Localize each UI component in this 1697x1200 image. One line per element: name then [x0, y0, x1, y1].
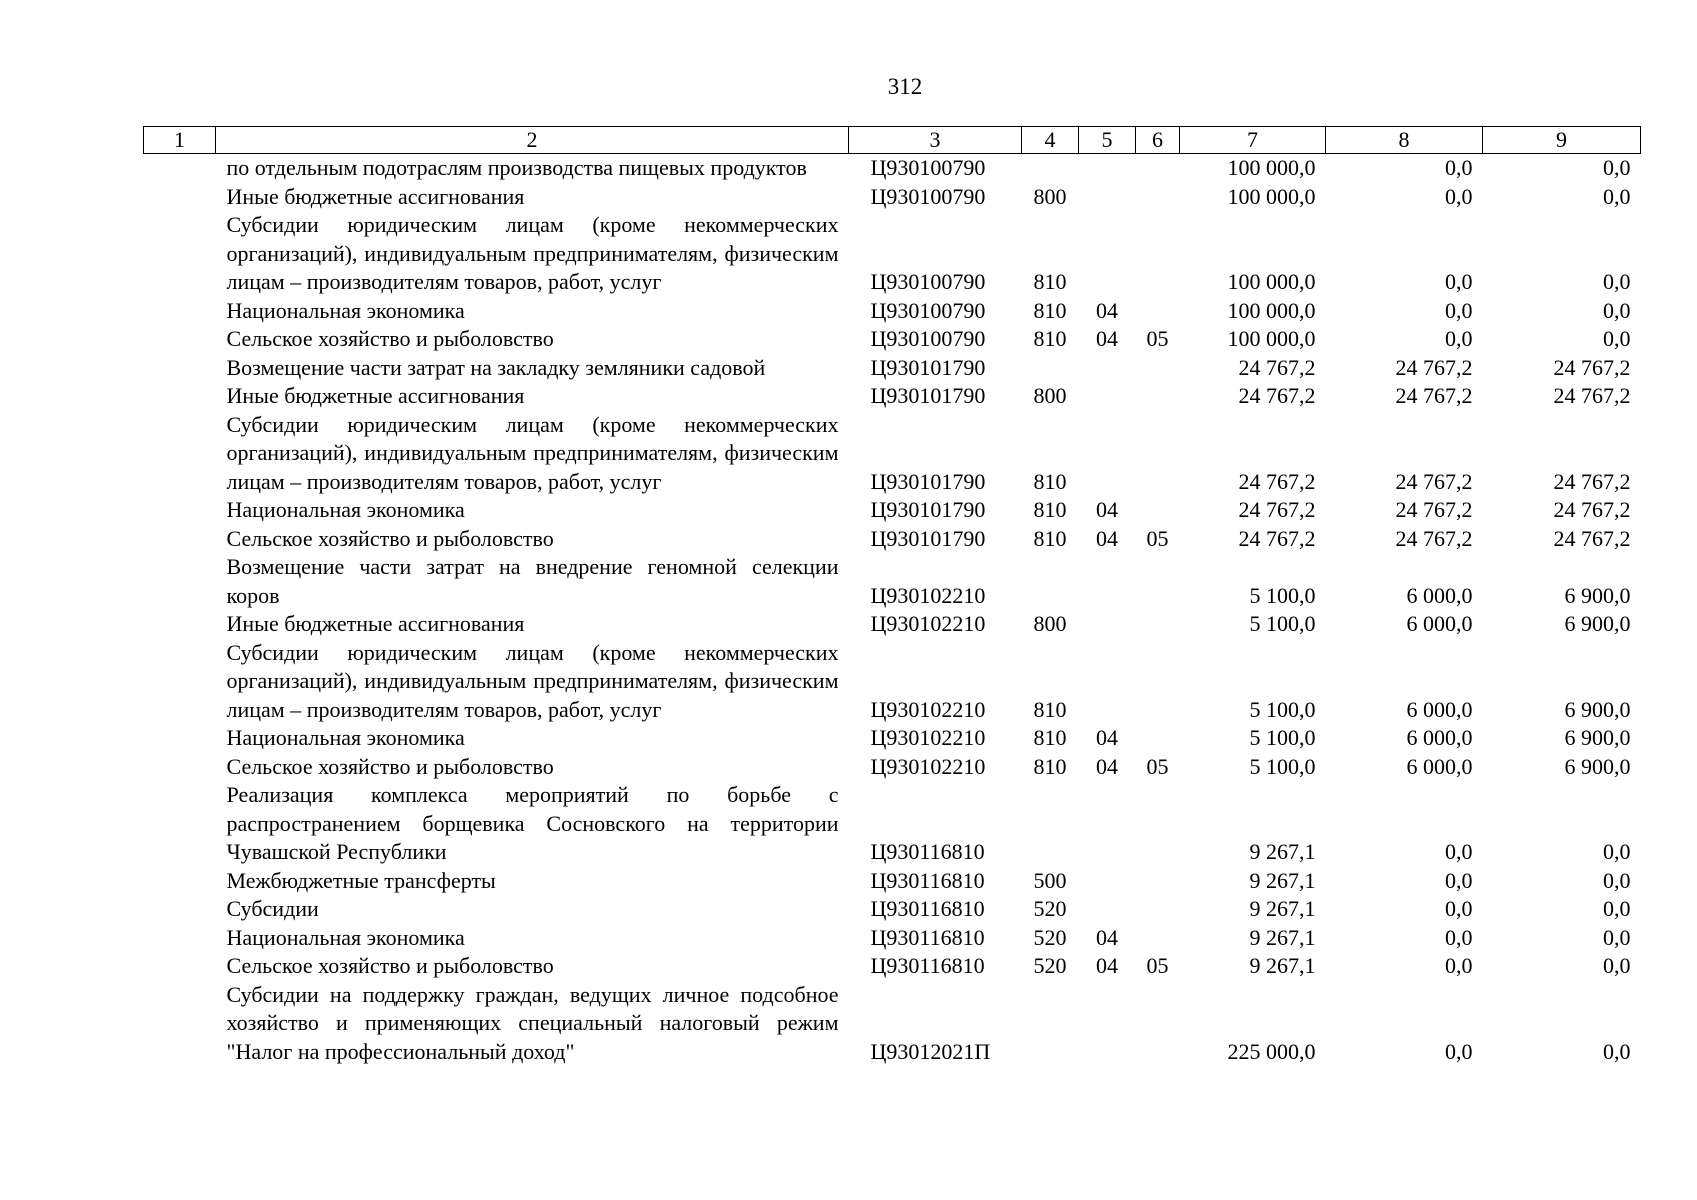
subsection-code: 05 [1146, 753, 1169, 779]
amount-col7: 5 100,0 [1249, 582, 1316, 608]
item-name: Субсидии юридическим лицам (кроме некоммерческих организаций), индивидуальным предпринимателям, физическим лицам – производителям товаров, работ, услуг [226, 639, 839, 722]
amount-col7: 9 267,1 [1249, 896, 1316, 921]
section-code [1079, 354, 1136, 383]
cell-col1 [144, 924, 216, 953]
item-name: Национальная экономика [226, 497, 465, 522]
item-name: Сельское хозяйство и рыболовство [226, 525, 554, 551]
item-name: Субсидии юридическим лицам (кроме некоммерческих организаций), индивидуальным предпринимателям, физическим лицам – производителям товаров, работ, услуг [226, 212, 839, 294]
subsection-code [1136, 610, 1180, 639]
amount-col8: 0,0 [1445, 867, 1473, 893]
amount-col9: 0,0 [1603, 953, 1631, 978]
amount-col8: 6 000,0 [1406, 611, 1473, 636]
amount-col8: 24 767,2 [1395, 497, 1473, 522]
section-code: 04 [1096, 753, 1118, 779]
section-code [1079, 639, 1136, 725]
section-code [1079, 553, 1136, 610]
target-article-code: Ц930100790 [870, 297, 986, 323]
expense-type-code: 520 [1033, 953, 1067, 978]
cell-col1 [144, 211, 216, 297]
cell-col1 [144, 867, 216, 896]
amount-col9: 6 900,0 [1564, 696, 1631, 722]
table-body [144, 154, 1641, 1067]
expense-type-code: 810 [1033, 497, 1067, 522]
expense-type-code: 810 [1033, 468, 1067, 494]
amount-col7: 5 100,0 [1249, 725, 1316, 750]
target-article-code: Ц930101790 [870, 468, 986, 494]
amount-col9: 24 767,2 [1553, 468, 1631, 494]
section-code [1079, 382, 1136, 411]
expense-type-code [1022, 154, 1079, 183]
cell-col1 [144, 354, 216, 383]
cell-col1 [144, 154, 216, 183]
amount-col8: 0,0 [1445, 839, 1473, 864]
item-name: по отдельным подотраслям производства пищевых продуктов [226, 155, 807, 180]
item-name: Межбюджетные трансферты [226, 867, 496, 893]
subsection-code [1136, 639, 1180, 725]
column-number-header [144, 127, 1641, 154]
section-code [1079, 411, 1136, 497]
subsection-code [1136, 297, 1180, 326]
expense-type-code: 800 [1033, 383, 1067, 408]
column-header: 5 [1079, 127, 1136, 154]
amount-col9: 0,0 [1603, 326, 1631, 351]
column-header: 6 [1136, 127, 1180, 154]
amount-col8: 0,0 [1445, 269, 1473, 294]
amount-col7: 24 767,2 [1238, 525, 1316, 551]
column-header: 2 [216, 127, 849, 154]
item-name: Сельское хозяйство и рыболовство [226, 953, 554, 978]
target-article-code: Ц930101790 [870, 525, 986, 551]
expense-type-code: 810 [1033, 297, 1067, 323]
subsection-code [1136, 981, 1180, 1067]
cell-col1 [144, 411, 216, 497]
subsection-code [1136, 781, 1180, 867]
column-header: 1 [144, 127, 216, 154]
target-article-code: Ц930116810 [870, 924, 985, 950]
amount-col9: 0,0 [1603, 183, 1631, 209]
amount-col8: 0,0 [1445, 297, 1473, 323]
expense-type-code: 500 [1033, 867, 1067, 893]
subsection-code [1136, 382, 1180, 411]
amount-col9: 24 767,2 [1553, 383, 1631, 408]
subsection-code [1136, 867, 1180, 896]
expense-type-code: 810 [1033, 525, 1067, 551]
target-article-code: Ц930116810 [870, 839, 985, 864]
subsection-code [1136, 354, 1180, 383]
subsection-code [1136, 183, 1180, 212]
amount-col7: 9 267,1 [1249, 924, 1316, 950]
section-code: 04 [1096, 525, 1118, 551]
table-row [144, 553, 1641, 610]
amount-col7: 100 000,0 [1227, 183, 1316, 209]
item-name: Реализация комплекса мероприятий по борьбе с распространением борщевика Сосновского на территории Чувашской Республики [226, 782, 839, 864]
target-article-code: Ц930116810 [870, 896, 985, 921]
table-row [144, 525, 1641, 554]
section-code [1079, 895, 1136, 924]
amount-col7: 5 100,0 [1249, 753, 1316, 779]
amount-col8: 0,0 [1445, 924, 1473, 950]
amount-col9: 0,0 [1603, 839, 1631, 864]
expense-type-code: 810 [1033, 326, 1067, 351]
amount-col9: 6 900,0 [1564, 582, 1631, 608]
amount-col8: 24 767,2 [1395, 468, 1473, 494]
table-row [144, 154, 1641, 183]
cell-col1 [144, 183, 216, 212]
amount-col8: 24 767,2 [1395, 525, 1473, 551]
amount-col9: 24 767,2 [1553, 497, 1631, 522]
expense-type-code: 800 [1033, 183, 1067, 209]
amount-col7: 9 267,1 [1249, 839, 1316, 864]
target-article-code: Ц930102210 [870, 696, 986, 722]
item-name: Субсидии на поддержку граждан, ведущих личное подсобное хозяйство и применяющих специальный налоговый режим "Налог на профессиональный доход" [226, 981, 839, 1064]
target-article-code: Ц930100790 [870, 326, 986, 351]
table-row [144, 354, 1641, 383]
cell-col1 [144, 724, 216, 753]
amount-col8: 0,0 [1445, 1038, 1473, 1064]
item-name: Национальная экономика [226, 297, 465, 323]
section-code: 04 [1096, 297, 1118, 323]
expense-type-code [1022, 553, 1079, 610]
amount-col8: 0,0 [1445, 896, 1473, 921]
target-article-code: Ц930101790 [870, 383, 986, 408]
section-code: 04 [1096, 725, 1118, 750]
expense-type-code: 520 [1033, 896, 1067, 921]
cell-col1 [144, 639, 216, 725]
column-header: 9 [1483, 127, 1641, 154]
table-row [144, 411, 1641, 497]
section-code [1079, 610, 1136, 639]
amount-col8: 24 767,2 [1395, 383, 1473, 408]
amount-col7: 9 267,1 [1249, 867, 1316, 893]
amount-col8: 24 767,2 [1395, 354, 1473, 380]
amount-col7: 24 767,2 [1238, 497, 1316, 522]
amount-col7: 225 000,0 [1227, 1038, 1316, 1064]
section-code: 04 [1096, 497, 1118, 522]
amount-col8: 0,0 [1445, 155, 1473, 180]
target-article-code: Ц930101790 [870, 497, 986, 522]
cell-col1 [144, 382, 216, 411]
subsection-code [1136, 553, 1180, 610]
table-row [144, 781, 1641, 867]
subsection-code: 05 [1146, 953, 1169, 978]
target-article-code: Ц930101790 [870, 354, 986, 380]
expense-type-code [1022, 354, 1079, 383]
amount-col9: 0,0 [1603, 269, 1631, 294]
item-name: Иные бюджетные ассигнования [226, 383, 525, 408]
item-name: Возмещение части затрат на закладку земляники садовой [226, 354, 766, 380]
item-name: Субсидии юридическим лицам (кроме некоммерческих организаций), индивидуальным предпринимателям, физическим лицам – производителям товаров, работ, услуг [226, 411, 839, 494]
target-article-code: Ц930102210 [870, 582, 986, 608]
target-article-code: Ц930100790 [870, 269, 986, 294]
cell-col1 [144, 753, 216, 782]
expense-type-code: 520 [1033, 924, 1067, 950]
expense-type-code: 800 [1033, 611, 1067, 636]
table-row [144, 924, 1641, 953]
subsection-code [1136, 924, 1180, 953]
amount-col8: 6 000,0 [1406, 696, 1473, 722]
table-row [144, 867, 1641, 896]
section-code [1079, 981, 1136, 1067]
amount-col7: 100 000,0 [1227, 269, 1316, 294]
table-row [144, 981, 1641, 1067]
cell-col1 [144, 895, 216, 924]
target-article-code: Ц930116810 [870, 953, 985, 978]
amount-col7: 24 767,2 [1238, 383, 1316, 408]
target-article-code: Ц930100790 [870, 183, 986, 209]
cell-col1 [144, 297, 216, 326]
column-header: 7 [1180, 127, 1326, 154]
expense-type-code [1022, 981, 1079, 1067]
section-code [1079, 183, 1136, 212]
budget-table [143, 126, 1641, 1066]
target-article-code: Ц930100790 [870, 155, 986, 180]
target-article-code: Ц930116810 [870, 867, 985, 893]
amount-col7: 9 267,1 [1249, 953, 1316, 978]
subsection-code [1136, 411, 1180, 497]
cell-col1 [144, 952, 216, 981]
amount-col9: 24 767,2 [1553, 354, 1631, 380]
amount-col9: 0,0 [1603, 297, 1631, 323]
cell-col1 [144, 610, 216, 639]
amount-col8: 6 000,0 [1406, 582, 1473, 608]
item-name: Национальная экономика [226, 725, 465, 750]
table-row [144, 496, 1641, 525]
target-article-code: Ц930102210 [870, 753, 986, 779]
subsection-code [1136, 154, 1180, 183]
amount-col9: 0,0 [1603, 867, 1631, 893]
table-row [144, 639, 1641, 725]
target-article-code: Ц93012021П [870, 1038, 991, 1064]
subsection-code [1136, 496, 1180, 525]
cell-col1 [144, 781, 216, 867]
subsection-code [1136, 895, 1180, 924]
section-code [1079, 781, 1136, 867]
amount-col7: 24 767,2 [1238, 468, 1316, 494]
expense-type-code: 810 [1033, 696, 1067, 722]
cell-col1 [144, 325, 216, 354]
item-name: Субсидии [226, 896, 319, 921]
table-row [144, 952, 1641, 981]
item-name: Иные бюджетные ассигнования [226, 611, 525, 636]
table-row [144, 211, 1641, 297]
amount-col8: 6 000,0 [1406, 725, 1473, 750]
section-code: 04 [1096, 953, 1118, 978]
amount-col9: 0,0 [1603, 896, 1631, 921]
table-row [144, 382, 1641, 411]
section-code [1079, 211, 1136, 297]
section-code: 04 [1096, 326, 1118, 351]
page-number: 312 [887, 74, 923, 99]
cell-col1 [144, 496, 216, 525]
expense-type-code [1022, 781, 1079, 867]
table-row [144, 753, 1641, 782]
section-code: 04 [1096, 924, 1118, 950]
item-name: Национальная экономика [226, 924, 465, 950]
expense-type-code: 810 [1033, 725, 1067, 750]
cell-col1 [144, 981, 216, 1067]
amount-col9: 6 900,0 [1564, 611, 1631, 636]
subsection-code: 05 [1146, 326, 1169, 351]
table-row [144, 297, 1641, 326]
cell-col1 [144, 553, 216, 610]
amount-col7: 24 767,2 [1238, 354, 1316, 380]
subsection-code [1136, 211, 1180, 297]
target-article-code: Ц930102210 [870, 725, 986, 750]
subsection-code [1136, 724, 1180, 753]
amount-col7: 5 100,0 [1249, 611, 1316, 636]
amount-col8: 0,0 [1445, 183, 1473, 209]
table-row [144, 325, 1641, 354]
column-header: 8 [1326, 127, 1483, 154]
table-row [144, 895, 1641, 924]
amount-col7: 100 000,0 [1227, 297, 1316, 323]
amount-col8: 0,0 [1445, 326, 1473, 351]
item-name: Возмещение части затрат на внедрение геномной селекции коров [226, 554, 839, 608]
column-header: 3 [849, 127, 1022, 154]
section-code [1079, 154, 1136, 183]
expense-type-code: 810 [1033, 269, 1067, 294]
amount-col9: 6 900,0 [1564, 725, 1631, 750]
expense-type-code: 810 [1033, 753, 1067, 779]
amount-col8: 0,0 [1445, 953, 1473, 978]
table-row [144, 610, 1641, 639]
table-row [144, 183, 1641, 212]
cell-col1 [144, 525, 216, 554]
item-name: Сельское хозяйство и рыболовство [226, 753, 554, 779]
subsection-code: 05 [1146, 525, 1169, 551]
item-name: Иные бюджетные ассигнования [226, 183, 525, 209]
table-row [144, 724, 1641, 753]
section-code [1079, 867, 1136, 896]
amount-col8: 6 000,0 [1406, 753, 1473, 779]
amount-col9: 0,0 [1603, 155, 1631, 180]
amount-col9: 0,0 [1603, 924, 1631, 950]
target-article-code: Ц930102210 [870, 611, 986, 636]
amount-col7: 5 100,0 [1249, 696, 1316, 722]
column-header: 4 [1022, 127, 1079, 154]
amount-col9: 0,0 [1603, 1038, 1631, 1064]
amount-col9: 6 900,0 [1564, 753, 1631, 779]
item-name: Сельское хозяйство и рыболовство [226, 326, 554, 351]
amount-col7: 100 000,0 [1227, 155, 1316, 180]
amount-col9: 24 767,2 [1553, 525, 1631, 551]
amount-col7: 100 000,0 [1227, 326, 1316, 351]
